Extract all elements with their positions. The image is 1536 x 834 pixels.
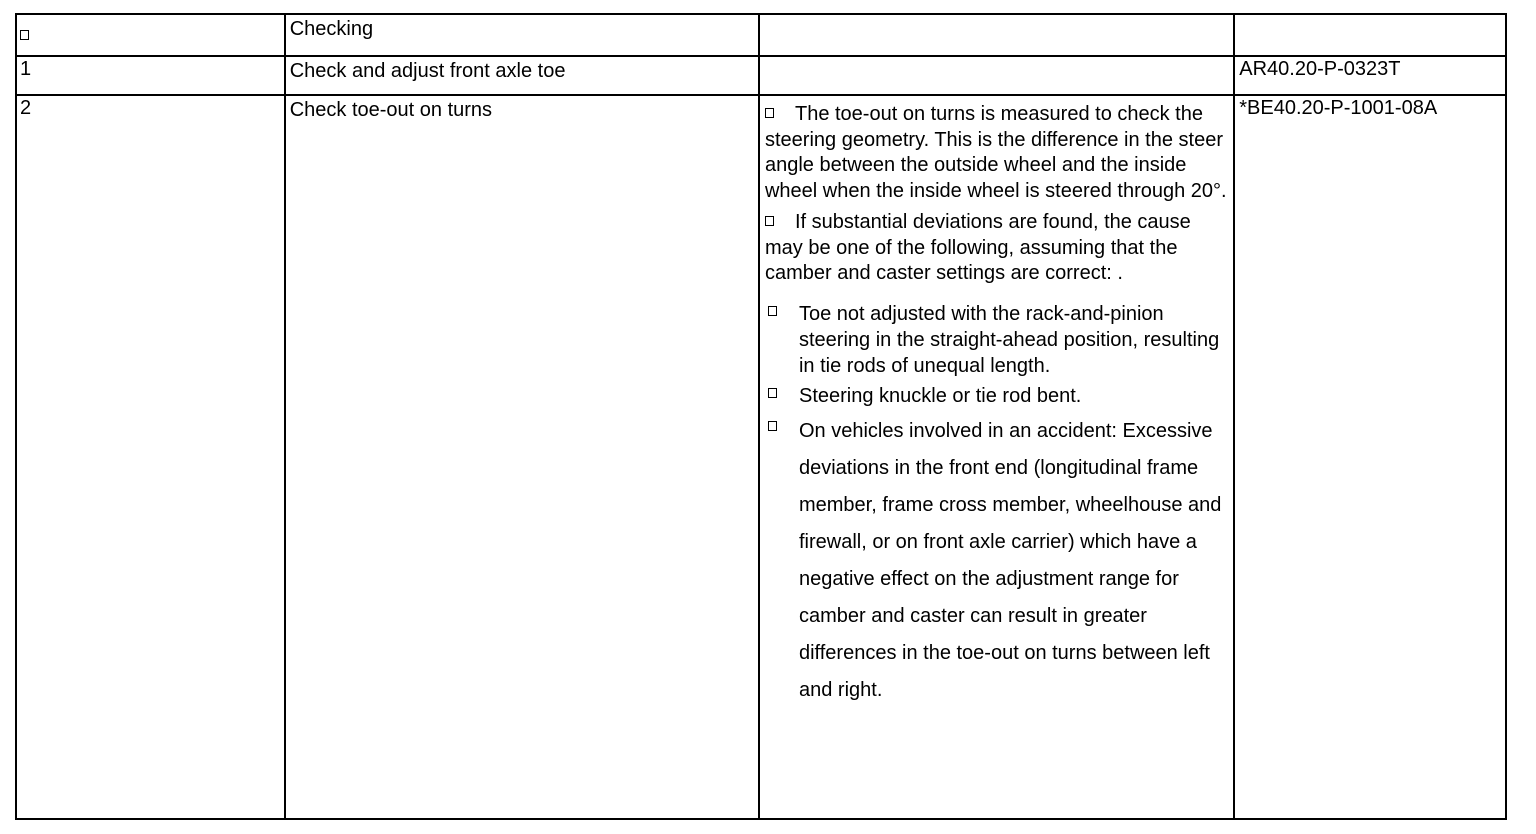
list-item-text: On vehicles involved in an accident: Excessive deviations in the front end (longitudinal frame member, frame cross member, wheelhouse and firewall, or on front axle carrier) which have a negative effect on the adjustment range for camber and caster can result in greater differences in the toe-out on turns between left and right. <box>798 419 1222 701</box>
list-item-text: Toe not adjusted with the rack-and-pinion steering in the straight-ahead position, resulting in tie rods of unequal length. <box>798 302 1220 377</box>
table-row <box>16 95 1506 819</box>
notes-cell <box>759 95 1234 819</box>
notes-content <box>760 96 1233 709</box>
step-number: 1 <box>20 58 32 80</box>
checkbox-square-icon <box>20 30 29 40</box>
procedure-table <box>15 13 1507 820</box>
header-reference-cell <box>1234 14 1506 56</box>
reference-cell <box>1234 95 1506 819</box>
note-paragraph <box>765 210 1227 287</box>
step-number: 2 <box>20 97 32 119</box>
list-item-text: Steering knuckle or tie rod bent. <box>798 384 1082 407</box>
checkbox-square-icon <box>768 306 777 316</box>
note-paragraph <box>765 102 1227 204</box>
step-description: Check and adjust front axle toe <box>289 60 566 82</box>
description-cell <box>285 95 759 819</box>
checkbox-square-icon <box>768 388 777 398</box>
notes-cell <box>759 56 1234 95</box>
section-title: Checking <box>289 18 374 40</box>
table-header-row <box>16 14 1506 56</box>
document-reference: AR40.20-P-0323T <box>1239 58 1401 80</box>
header-notes-cell <box>759 14 1234 56</box>
document-reference: *BE40.20-P-1001-08A <box>1239 97 1438 119</box>
note-paragraph-text: The toe-out on turns is measured to check the steering geometry. This is the difference in the steer angle between the outside wheel and the inside wheel when the inside wheel is steered through 20°. <box>764 103 1227 202</box>
description-cell <box>285 56 759 95</box>
note-paragraph-text: If substantial deviations are found, the cause may be one of the following, assuming that the camber and caster settings are correct: . <box>764 211 1191 284</box>
list-item <box>765 383 1227 409</box>
cause-list <box>765 301 1227 709</box>
step-number-cell <box>16 95 285 819</box>
checkbox-square-icon <box>765 108 774 118</box>
header-step-cell <box>16 14 285 56</box>
reference-cell <box>1234 56 1506 95</box>
step-number-cell <box>16 56 285 95</box>
checkbox-square-icon <box>768 421 777 431</box>
table-row <box>16 56 1506 95</box>
list-item <box>765 301 1227 379</box>
header-title-cell <box>285 14 759 56</box>
list-item <box>765 413 1227 709</box>
checkbox-square-icon <box>765 216 774 226</box>
step-description: Check toe-out on turns <box>289 99 493 121</box>
